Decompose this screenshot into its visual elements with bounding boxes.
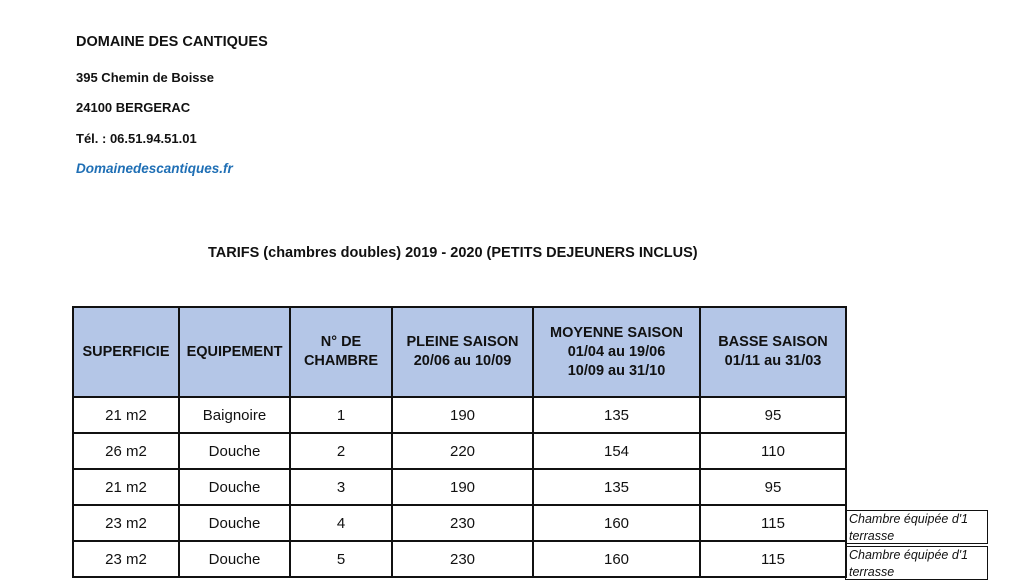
cell-moyenne-saison: 135 [533,469,700,505]
street-address: 395 Chemin de Boisse [76,70,214,85]
column-header-line: 10/09 au 31/10 [567,362,666,379]
cell-pleine-saison: 190 [392,469,533,505]
column-header-line: 01/04 au 19/06 [567,343,666,360]
cell-basse-saison: 95 [700,469,846,505]
website-link[interactable]: Domainedescantiques.fr [76,161,233,176]
cell-numero-chambre: 5 [290,541,392,577]
column-header-line: N° DE [320,334,362,350]
tariff-title: TARIFS (chambres doubles) 2019 - 2020 (PETITS DEJEUNERS INCLUS) [208,245,698,261]
cell-equipement: Douche [179,541,290,577]
table-body [73,397,846,577]
table-row [73,541,846,577]
column-header-pleine-saison [392,307,533,397]
cell-pleine-saison: 220 [392,433,533,469]
table-row [73,397,846,433]
column-header-moyenne-saison [533,307,700,397]
cell-basse-saison: 95 [700,397,846,433]
column-header-line: SUPERFICIE [82,343,170,360]
table-row [73,505,846,541]
room-note-line: terrasse [849,565,895,579]
column-header-line: MOYENNE SAISON [550,324,683,341]
column-header-line: CHAMBRE [303,353,379,369]
room-note-line: terrasse [849,529,895,543]
cell-equipement: Douche [179,469,290,505]
cell-moyenne-saison: 154 [533,433,700,469]
table-header-row [73,307,846,397]
column-header-line: BASSE SAISON [718,334,828,350]
table-row [73,469,846,505]
cell-equipement: Douche [179,505,290,541]
column-header-superficie [73,307,179,397]
column-header-line: 01/11 au 31/03 [724,353,822,369]
cell-superficie: 23 m2 [73,541,179,577]
cell-equipement: Douche [179,433,290,469]
room-note-line: Chambre équipée d'1 [849,548,969,562]
cell-moyenne-saison: 160 [533,505,700,541]
room-note [845,546,988,580]
domain-name: DOMAINE DES CANTIQUES [76,34,268,50]
phone-number: Tél. : 06.51.94.51.01 [76,131,197,146]
table-row [73,433,846,469]
cell-superficie: 26 m2 [73,433,179,469]
cell-basse-saison: 115 [700,505,846,541]
room-note [845,510,988,544]
cell-pleine-saison: 230 [392,505,533,541]
cell-basse-saison: 110 [700,433,846,469]
column-header-numero-chambre [290,307,392,397]
column-header-equipement [179,307,290,397]
cell-basse-saison: 115 [700,541,846,577]
cell-numero-chambre: 2 [290,433,392,469]
cell-pleine-saison: 190 [392,397,533,433]
cell-equipement: Baignoire [179,397,290,433]
cell-superficie: 21 m2 [73,469,179,505]
cell-numero-chambre: 4 [290,505,392,541]
city-address: 24100 BERGERAC [76,100,191,115]
column-header-line: EQUIPEMENT [186,343,283,360]
cell-moyenne-saison: 135 [533,397,700,433]
cell-moyenne-saison: 160 [533,541,700,577]
column-header-basse-saison [700,307,846,397]
column-header-line: PLEINE SAISON [406,334,519,350]
cell-superficie: 21 m2 [73,397,179,433]
column-header-line: 20/06 au 10/09 [413,353,512,369]
cell-superficie: 23 m2 [73,505,179,541]
room-note-line: Chambre équipée d'1 [849,512,969,526]
cell-pleine-saison: 230 [392,541,533,577]
rates-table [72,306,847,578]
cell-numero-chambre: 3 [290,469,392,505]
cell-numero-chambre: 1 [290,397,392,433]
